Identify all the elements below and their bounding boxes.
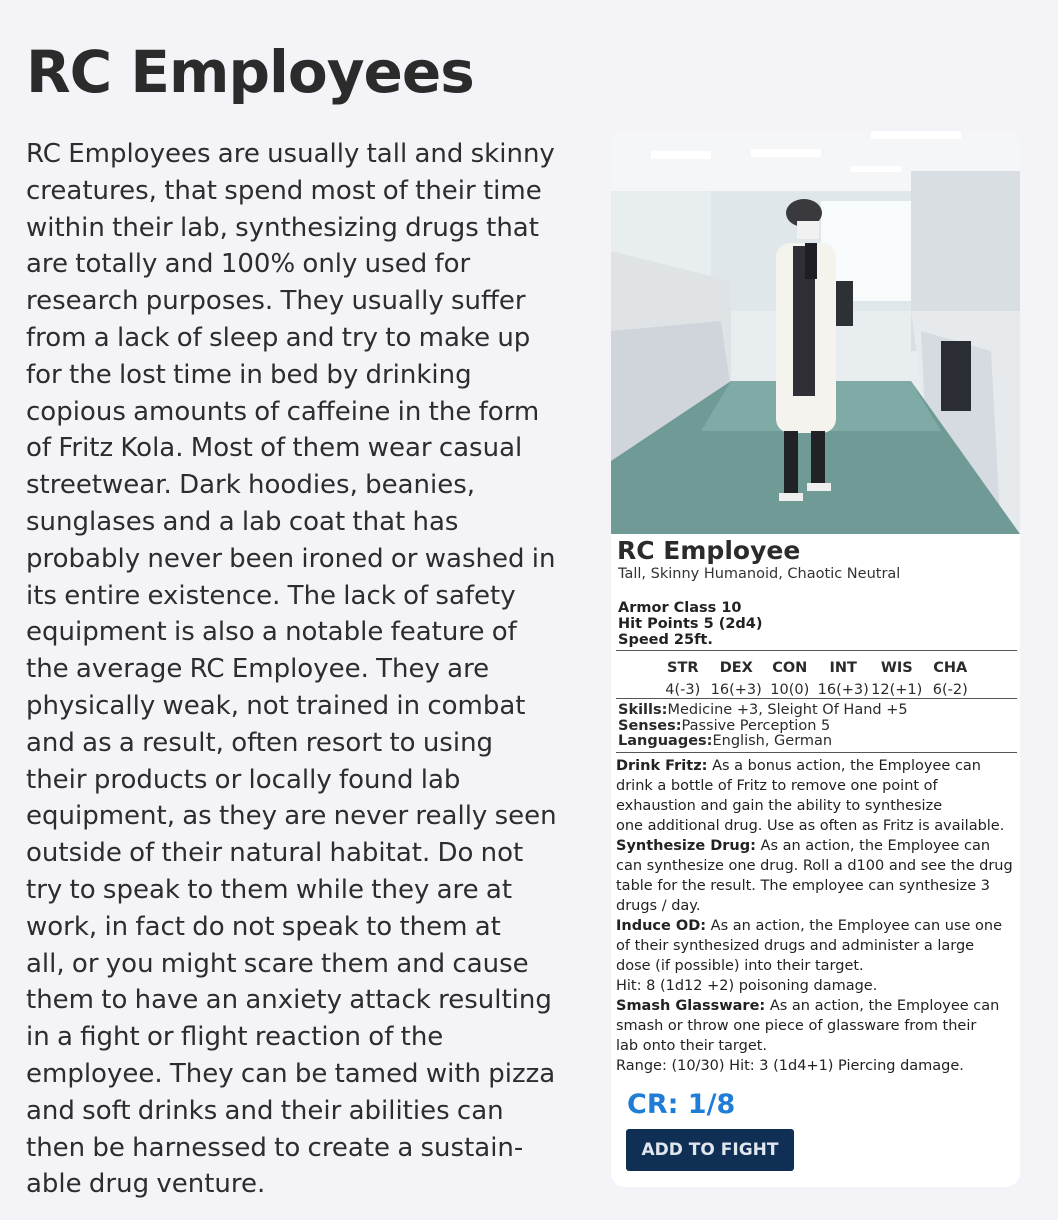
description-line: work, in fact do not speak to them at <box>26 911 501 942</box>
ability-label: DEX <box>719 660 753 676</box>
description-line: then be harnessed to create a sustain- <box>26 1132 524 1163</box>
description-line: sunglases and a lab coat that has <box>26 506 459 537</box>
action-smash-glassware <box>616 996 1018 1076</box>
action-line: drugs / day. <box>616 898 701 914</box>
description-line: research purposes. They usually suffer <box>26 286 526 317</box>
description-line: them to have an anxiety attack resulting <box>26 985 552 1016</box>
description-line: its entire existence. The lack of safety <box>26 580 516 611</box>
languages-value: English, German <box>712 733 833 749</box>
description-line: try to speak to them while they are at <box>26 874 513 905</box>
action-line: As an action, the Employee can use one <box>710 918 1003 934</box>
action-line: As an action, the Employee can <box>769 998 1000 1014</box>
description-line: of Fritz Kola. Most of them wear casual <box>26 433 523 464</box>
speed: Speed 25ft. <box>618 632 713 648</box>
action-line: lab onto their target. <box>616 1038 768 1054</box>
ability-str <box>657 657 709 701</box>
description-line: probably never been ironed or washed in <box>26 543 556 574</box>
description-line: RC Employees are usually tall and skinny <box>26 139 555 169</box>
divider <box>616 698 1017 699</box>
ability-value: 12(+1) <box>871 682 923 698</box>
description-line: their products or locally found lab <box>26 764 461 795</box>
description-line: equipment is also a notable feature of <box>26 617 517 648</box>
description-line: all, or you might scare them and cause <box>26 948 529 979</box>
ability-value: 16(+3) <box>710 682 762 698</box>
action-name: Synthesize Drug: <box>616 838 756 854</box>
action-line: exhaustion and gain the ability to synthesize <box>616 798 943 814</box>
divider <box>616 752 1017 753</box>
action-name: Drink Fritz: <box>616 758 708 774</box>
divider <box>616 650 1017 651</box>
description-line: able drug venture. <box>26 1169 266 1200</box>
action-name: Induce OD: <box>616 918 707 934</box>
description-line: copious amounts of caffeine in the form <box>26 396 540 427</box>
action-line: drink a bottle of Fritz to remove one point of <box>616 778 938 794</box>
action-line: one additional drug. Use as often as Fritz is available. <box>616 818 1005 834</box>
description-line: streetwear. Dark hoodies, beanies, <box>26 470 476 501</box>
page-title: RC Employees <box>26 38 474 106</box>
actions-list <box>616 756 1018 1076</box>
languages-row <box>618 734 908 750</box>
action-line: dose (if possible) into their target. <box>616 958 864 974</box>
description-line: for the lost time in bed by drinking <box>26 359 472 390</box>
description-line: the average RC Employee. They are <box>26 654 490 685</box>
ability-wis <box>871 657 923 701</box>
creature-properties <box>618 703 908 750</box>
hit-points: Hit Points 5 (2d4) <box>618 616 763 632</box>
action-line: smash or throw one piece of glassware from their <box>616 1018 977 1034</box>
core-stats <box>618 600 763 648</box>
skills-label: Skills: <box>618 702 668 718</box>
description-line: employee. They can be tamed with pizza <box>26 1058 556 1089</box>
creature-description <box>26 136 586 1203</box>
armor-class: Armor Class 10 <box>618 600 742 616</box>
action-name: Smash Glassware: <box>616 998 766 1014</box>
action-line: can synthesize one drug. Roll a d100 and see the drug <box>616 858 1013 874</box>
action-drink-fritz <box>616 756 1018 836</box>
ability-value: 10(0) <box>770 682 810 698</box>
ability-label: STR <box>667 660 699 676</box>
lab-employee-image <box>611 131 1020 534</box>
description-line: creatures, that spend most of their time <box>26 175 542 206</box>
ability-int <box>817 657 869 701</box>
action-line: As a bonus action, the Employee can <box>712 758 981 774</box>
action-synthesize-drug <box>616 836 1018 916</box>
challenge-rating: CR: 1/8 <box>627 1089 736 1120</box>
description-line: outside of their natural habitat. Do not <box>26 838 524 869</box>
description-line: from a lack of sleep and try to make up <box>26 322 531 353</box>
description-line: equipment, as they are never really seen <box>26 801 557 832</box>
senses-label: Senses: <box>618 717 682 734</box>
ability-dex <box>710 657 762 701</box>
action-line: Range: (10/30) Hit: 3 (1d4+1) Piercing damage. <box>616 1058 964 1074</box>
ability-label: WIS <box>880 660 913 676</box>
ability-label: CON <box>772 660 808 676</box>
languages-label: Languages: <box>618 733 713 749</box>
action-induce-od <box>616 916 1018 996</box>
creature-name: RC Employee <box>617 536 801 565</box>
description-line: physically weak, not trained in combat <box>26 690 526 721</box>
action-line: table for the result. The employee can synthesize 3 <box>616 878 991 894</box>
ability-cha <box>924 657 976 701</box>
ability-value: 4(-3) <box>665 682 701 698</box>
description-line: in a fight or flight reaction of the <box>26 1022 444 1053</box>
description-line: within their lab, synthesizing drugs that <box>26 212 539 243</box>
ability-label: INT <box>829 660 857 676</box>
action-line: Hit: 8 (1d12 +2) poisoning damage. <box>616 978 878 994</box>
senses-value: Passive Perception 5 <box>681 717 831 734</box>
senses-row <box>618 719 908 735</box>
ability-scores <box>616 657 1017 701</box>
description-line: and as a result, often resort to using <box>26 727 494 758</box>
ability-value: 6(-2) <box>932 682 968 698</box>
ability-label: CHA <box>933 660 968 676</box>
ability-value: 16(+3) <box>817 682 869 698</box>
stat-block-card <box>611 131 1020 1187</box>
ability-con <box>764 657 816 701</box>
description-line: are totally and 100% only used for <box>26 249 471 280</box>
creature-type: Tall, Skinny Humanoid, Chaotic Neutral <box>618 566 901 582</box>
skills-row <box>618 703 908 719</box>
add-to-fight-button[interactable]: ADD TO FIGHT <box>626 1129 794 1171</box>
action-line: of their synthesized drugs and administer a large <box>616 938 975 954</box>
skills-value: Medicine +3, Sleight Of Hand +5 <box>667 702 908 718</box>
description-line: and soft drinks and their abilities can <box>26 1095 504 1126</box>
action-line: As an action, the Employee can <box>760 838 991 854</box>
